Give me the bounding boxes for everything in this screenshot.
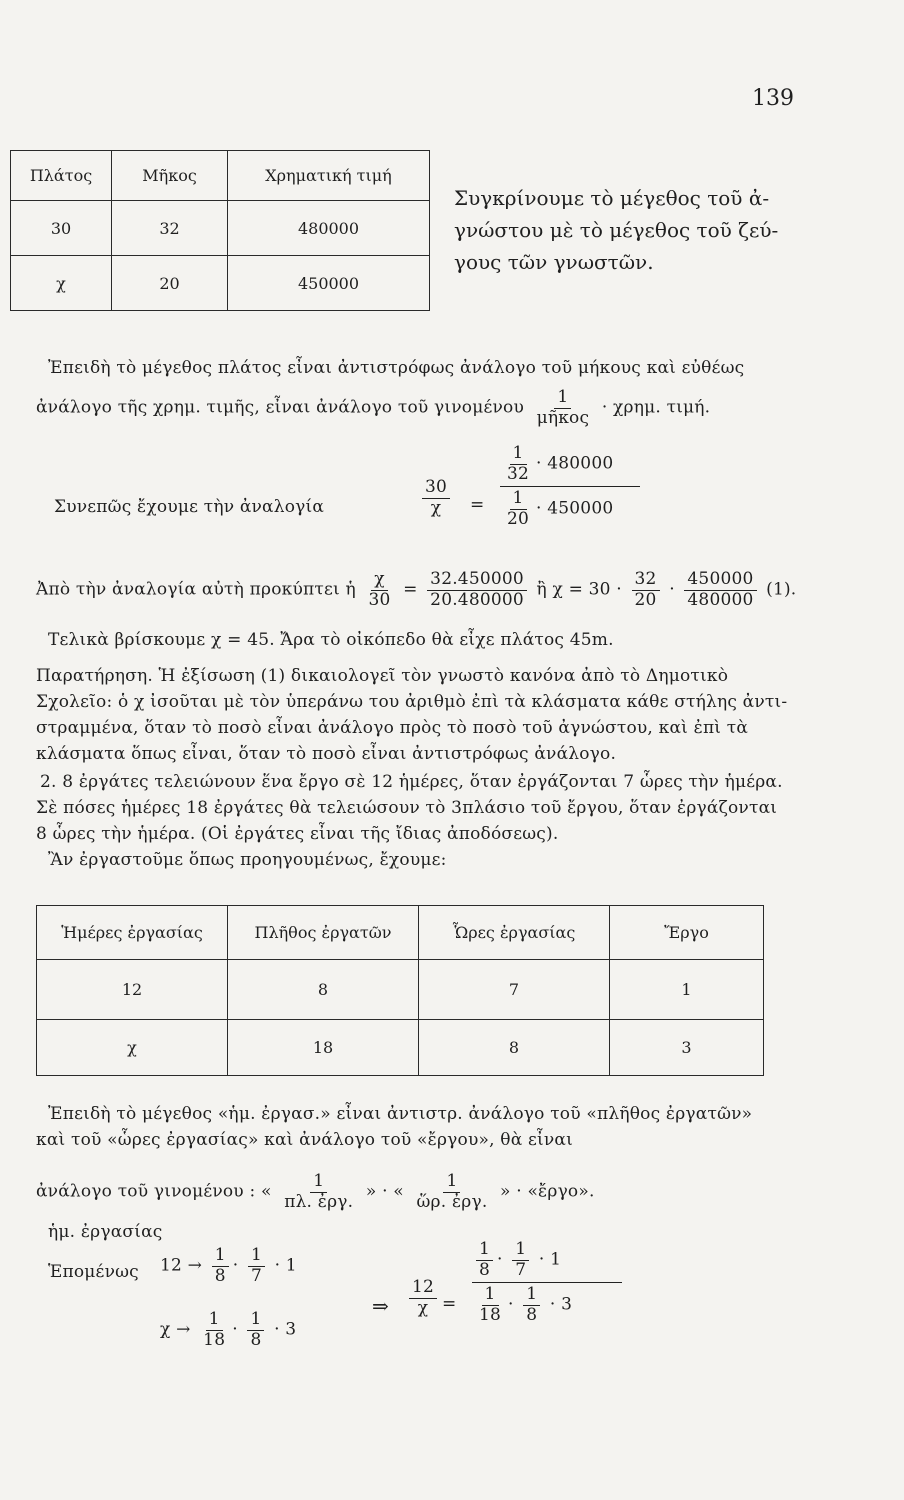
table-cell: 30 xyxy=(11,201,112,256)
table-cell: 3 xyxy=(610,1020,764,1076)
table-cell: 18 xyxy=(228,1020,419,1076)
fraction-prices: $\frac{450000}{480000}$ xyxy=(684,570,756,610)
side-note-line: Συγκρίνουμε τὸ μέγεθος τοῦ ἀ- xyxy=(454,186,770,210)
paragraph-text: ἀνάλογο τῆς χρημ. τιμῆς, εἶναι ἀνάλογο τοῦ γινομένου xyxy=(36,397,524,418)
analogy-rhs xyxy=(500,444,640,529)
side-note-line: γνώστου μὲ τὸ μέγεθος τοῦ ζεύ- xyxy=(454,218,779,242)
fraction-1-over-20: $\frac{1}{20}$ xyxy=(507,488,530,529)
fraction-products: $\frac{32.450000}{20.480000}$ xyxy=(427,570,527,610)
table-cell: 20 xyxy=(112,256,228,311)
fraction-1-over-7: $\frac{1}{7}$ xyxy=(512,1240,529,1280)
table-cell: 1 xyxy=(610,960,764,1020)
table-header: Πλῆθος ἐργατῶν xyxy=(228,906,419,960)
paragraph-text: · χρημ. τιμή. xyxy=(601,397,711,418)
paragraph-line: Ἐπειδὴ τὸ μέγεθος πλάτος εἶναι ἀντιστρόφως ἀνάλογο τοῦ μήκους καὶ εὐθέως xyxy=(48,358,745,378)
table-cell: 450000 xyxy=(228,256,430,311)
table-header: Μῆκος xyxy=(112,151,228,201)
fraction-1-over-8: $\frac{1}{8}$ xyxy=(212,1246,229,1286)
fraction-12-over-x: $\frac{12}{\chi}$ xyxy=(409,1278,437,1318)
table-cell: 32 xyxy=(112,201,228,256)
rhs-numerator: $\frac{1}{32}$ · 480000 xyxy=(500,444,640,487)
conclusion-row: χ → $\frac{1}{18}$ · $\frac{1}{8}$ · 3 xyxy=(160,1309,297,1350)
remark-line: Παρατήρηση. Ἡ ἐξίσωση (1) δικαιολογεῖ τὸν γνωστὸ κανόνα ἀπὸ τὸ Δημοτικὸ xyxy=(36,666,729,686)
result-line: Τελικὰ βρίσκουμε χ = 45. Ἄρα τὸ οἰκόπεδο θὰ εἶχε πλάτος 45m. xyxy=(48,630,614,650)
table-cell: 12 xyxy=(37,960,228,1020)
fraction-1-over-7: $\frac{1}{7}$ xyxy=(248,1246,265,1286)
paragraph-line: Ἐπειδὴ τὸ μέγεθος «ἡμ. ἐργασ.» εἶναι ἀντιστρ. ἀνάλογο τοῦ «πλῆθος ἐργατῶν» xyxy=(48,1104,753,1124)
fraction-inverse-length: $\frac{1}{\text{μῆκος}}$ xyxy=(536,387,590,428)
paragraph-line: ἡμ. ἐργασίας xyxy=(48,1222,163,1242)
table-cell: χ xyxy=(11,256,112,311)
problem-line: 8 ὧρες τὴν ἡμέρα. (Οἱ ἐργάτες εἶναι τῆς ἴδιας ἀποδόσεως). xyxy=(36,824,559,844)
paragraph-line xyxy=(36,388,710,428)
fraction-32-over-20: $\frac{32}{20}$ xyxy=(632,570,660,610)
rhs-denominator: $\frac{1}{18}$ · $\frac{1}{8}$ · 3 xyxy=(472,1283,622,1325)
remark-line: Σχολεῖο: ὁ χ ἰσοῦται μὲ τὸν ὑπεράνω του ἀριθμὸ ἐπὶ τὰ κλάσματα κάθε στήλης ἀντι- xyxy=(36,692,788,712)
paragraph-line: καὶ τοῦ «ὧρες ἐργασίας» καὶ ἀνάλογο τοῦ «ἔργου», θὰ εἶναι xyxy=(36,1130,573,1150)
fraction-inverse-hours: $\frac{1}{\text{ὥρ. ἐργ.}}$ xyxy=(416,1171,488,1212)
fraction-1-over-8: $\frac{1}{8}$ xyxy=(523,1285,540,1325)
remark-line: κλάσματα ὅπως εἶναι, ὅταν τὸ ποσὸ εἶναι ἀντιστρόφως ἀνάλογο. xyxy=(36,744,617,764)
table-cell: 480000 xyxy=(228,201,430,256)
table-workers xyxy=(36,905,764,1076)
implies-arrow: ⇒ xyxy=(372,1294,389,1318)
table-cell: 8 xyxy=(228,960,419,1020)
table-dimensions-price xyxy=(10,150,430,311)
analogy-label: Συνεπῶς ἔχουμε τὴν ἀναλογία xyxy=(54,497,325,517)
fraction-1-over-8: $\frac{1}{8}$ xyxy=(247,1310,264,1350)
rhs-numerator: $\frac{1}{8}$ · $\frac{1}{7}$ · 1 xyxy=(472,1240,622,1283)
conclusion-rhs xyxy=(472,1240,622,1325)
problem-line: Σὲ πόσες ἡμέρες 18 ἐργάτες θὰ τελειώσουν τὸ 3πλάσιο τοῦ ἔργου, ὅταν ἐργάζονται xyxy=(36,798,778,818)
fraction-1-over-18: $\frac{1}{18}$ xyxy=(203,1309,226,1350)
fraction-x-over-30: $\frac{\chi}{30}$ xyxy=(368,569,391,610)
table-header: Χρηματική τιμή xyxy=(228,151,430,201)
equals-sign: = xyxy=(470,495,485,515)
fraction-1-over-32: $\frac{1}{32}$ xyxy=(507,443,530,484)
page-number: 139 xyxy=(752,86,794,111)
table-header: Ἡμέρες ἐργασίας xyxy=(37,906,228,960)
conclusion-label: Ἑπομένως xyxy=(48,1262,139,1282)
derivation-line: Ἀπὸ τὴν ἀναλογία αὐτὴ προκύπτει ἡ $\frac{\chi}{30}$ = $\frac{32.450000}{20.480000}$ ἢ χ = 30 · $\frac{32}{20}$ · $\frac{450000}{480000}$ (1). xyxy=(36,569,797,610)
fraction-30-over-x: $\frac{30}{\chi}$ xyxy=(422,478,450,518)
rhs-denominator: $\frac{1}{20}$ · 450000 xyxy=(500,487,640,529)
table-header: Πλάτος xyxy=(11,151,112,201)
remark-line: στραμμένα, ὅταν τὸ ποσὸ εἶναι ἀνάλογο πρὸς τὸ ποσὸ τοῦ ἀγνώστου, καὶ ἐπὶ τὰ xyxy=(36,718,749,738)
product-line: ἀνάλογο τοῦ γινομένου : « $\frac{1}{\text{πλ. ἐργ.}}$ » · « $\frac{1}{\text{ὥρ. ἐργ.}}$ » · «ἔργο». xyxy=(36,1171,595,1212)
equals-sign: = xyxy=(442,1294,457,1314)
fraction-inverse-workers: $\frac{1}{\text{πλ. ἐργ.}}$ xyxy=(284,1171,354,1212)
table-header: Ὧρες ἐργασίας xyxy=(419,906,610,960)
table-cell: 8 xyxy=(419,1020,610,1076)
problem-line: 2. 8 ἐργάτες τελειώνουν ἕνα ἔργο σὲ 12 ἡμέρες, ὅταν ἐργάζονται 7 ὧρες τὴν ἡμέρα. xyxy=(40,772,783,792)
fraction-1-over-8: $\frac{1}{8}$ xyxy=(476,1240,493,1280)
side-note-line: γους τῶν γνωστῶν. xyxy=(454,250,654,274)
conclusion-lhs xyxy=(405,1278,441,1318)
table-header: Ἔργο xyxy=(610,906,764,960)
conclusion-row: 12 → $\frac{1}{8}$ · $\frac{1}{7}$ · 1 xyxy=(160,1245,297,1286)
analogy-lhs xyxy=(418,478,454,518)
table-cell: 7 xyxy=(419,960,610,1020)
problem-line: Ἂν ἐργαστοῦμε ὅπως προηγουμένως, ἔχουμε: xyxy=(48,850,447,870)
fraction-1-over-18: $\frac{1}{18}$ xyxy=(479,1284,502,1325)
table-cell: χ xyxy=(37,1020,228,1076)
